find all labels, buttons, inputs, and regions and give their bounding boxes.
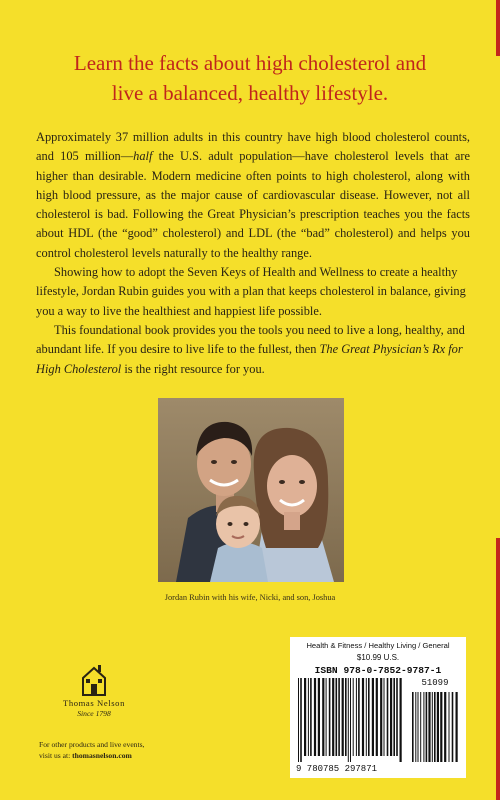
barcode-category: Health & Fitness / Healthy Living / General bbox=[306, 641, 450, 650]
contact-line-1: For other products and live events, bbox=[39, 740, 145, 749]
barcode-addon-digits: 51099 bbox=[421, 678, 449, 688]
barcode-bar bbox=[387, 678, 389, 756]
barcode-bar bbox=[372, 678, 374, 756]
barcode-bar bbox=[440, 692, 442, 762]
barcode-bar bbox=[338, 678, 340, 756]
publisher-since: Since 1798 bbox=[77, 709, 111, 718]
barcode-bar bbox=[350, 678, 351, 762]
barcode-bars bbox=[296, 678, 461, 762]
spine-edge-bottom bbox=[496, 538, 500, 800]
barcode-bar bbox=[304, 678, 306, 756]
barcode-bar bbox=[380, 678, 382, 756]
barcode-bar bbox=[449, 692, 450, 762]
barcode-bar bbox=[390, 678, 392, 756]
publisher-name: Thomas Nelson bbox=[63, 698, 125, 708]
barcode-bar bbox=[336, 678, 338, 756]
barcode-bar bbox=[437, 692, 439, 762]
barcode-bar bbox=[353, 678, 354, 756]
barcode-bar bbox=[423, 692, 424, 762]
blurb-paragraph-2: Showing how to adopt the Seven Keys of Health and Wellness to create a healthy lifestyle, Jordan Rubin guides you with a plan that keeps cholesterol in balance, giving you a way to live the healthiest and happiest life possible. bbox=[36, 265, 466, 318]
author-family-photo bbox=[158, 398, 344, 582]
publisher-logo bbox=[38, 664, 150, 718]
barcode-bar bbox=[368, 678, 370, 756]
barcode-price: $10.99 U.S. bbox=[356, 653, 400, 662]
barcode-isbn: ISBN 978-0-7852-9787-1 bbox=[314, 665, 442, 676]
barcode-bar bbox=[318, 678, 320, 756]
barcode-bar bbox=[366, 678, 367, 756]
barcode-bar bbox=[384, 678, 385, 756]
headline-line-2: live a balanced, healthy lifestyle. bbox=[111, 81, 389, 105]
barcode-bar bbox=[432, 692, 433, 762]
barcode-bar bbox=[358, 678, 360, 756]
barcode-bar bbox=[393, 678, 395, 756]
barcode-bar bbox=[322, 678, 324, 756]
blurb-p1-part-a: Approximately 37 million adults in this country have high blood cholesterol counts, and 105 million— bbox=[36, 130, 470, 164]
blurb bbox=[36, 128, 470, 379]
blurb-p3-part-c: is the right resource for you. bbox=[121, 361, 265, 376]
barcode-bar bbox=[434, 692, 436, 762]
blurb-paragraph-3 bbox=[36, 321, 470, 379]
barcode-bar bbox=[348, 678, 349, 762]
headline-line-1: Learn the facts about high cholesterol and bbox=[73, 51, 427, 75]
barcode-bar bbox=[356, 678, 357, 756]
barcode-bar bbox=[308, 678, 309, 756]
barcode-bar bbox=[310, 678, 312, 756]
publisher-website: thomasnelson.com bbox=[72, 751, 132, 760]
house-icon bbox=[81, 664, 107, 696]
barcode-bar bbox=[326, 678, 327, 756]
blurb-p3-part-a: This foundational book provides you the tools you need to live a long, healthy, and abundant life. If you desire to live life to the fullest, then bbox=[36, 322, 465, 357]
publisher-contact bbox=[39, 739, 199, 761]
photo-caption: Jordan Rubin with his wife, Nicki, and son, Joshua bbox=[164, 593, 336, 602]
barcode-bar bbox=[298, 678, 299, 762]
barcode-bar bbox=[362, 678, 364, 756]
photo-illustration bbox=[158, 398, 344, 582]
barcode-bar bbox=[415, 692, 416, 762]
barcode-bar bbox=[332, 678, 334, 756]
headline bbox=[0, 48, 500, 108]
barcode-ean-digits: 9 780785 297871 bbox=[296, 764, 378, 774]
barcode-bar bbox=[456, 692, 458, 762]
barcode-bar bbox=[426, 692, 428, 762]
barcode-bar bbox=[412, 692, 414, 762]
barcode-bar bbox=[376, 678, 378, 756]
barcode-bar bbox=[444, 692, 446, 762]
barcode-bar bbox=[396, 678, 398, 756]
barcode-bar bbox=[314, 678, 316, 756]
barcode-bar bbox=[428, 692, 430, 762]
barcode-bar bbox=[329, 678, 331, 756]
barcode-bar bbox=[420, 692, 421, 762]
contact-visit-label: visit us at: bbox=[39, 751, 73, 760]
contact-line-2 bbox=[39, 750, 199, 761]
barcode-bar bbox=[400, 678, 402, 762]
barcode-bar bbox=[342, 678, 344, 756]
barcode-panel bbox=[290, 637, 466, 778]
barcode-bar bbox=[300, 678, 302, 762]
barcode-bar bbox=[452, 692, 454, 762]
barcode-bar bbox=[345, 678, 347, 756]
book-title-italic: The Great Physician’s Rx for High Cholesterol bbox=[36, 342, 463, 376]
blurb-p1-emphasis: half bbox=[133, 149, 153, 164]
blurb-p1-part-c: the U.S. adult population—have cholesterol levels that are higher than desirable. Modern medicine often points to high cholesterol, along with high blood pressure, as the major cause of cardiovascular disease. However, not all cholesterol is bad. Following the Great Physician’s prescription teaches you the facts about HDL (the “good” cholesterol) and LDL (the “bad” cholesterol) and helps you control cholesterol levels naturally to the healthy range. bbox=[36, 149, 470, 260]
blurb-paragraph-1 bbox=[36, 128, 470, 263]
barcode-bar bbox=[418, 692, 419, 762]
